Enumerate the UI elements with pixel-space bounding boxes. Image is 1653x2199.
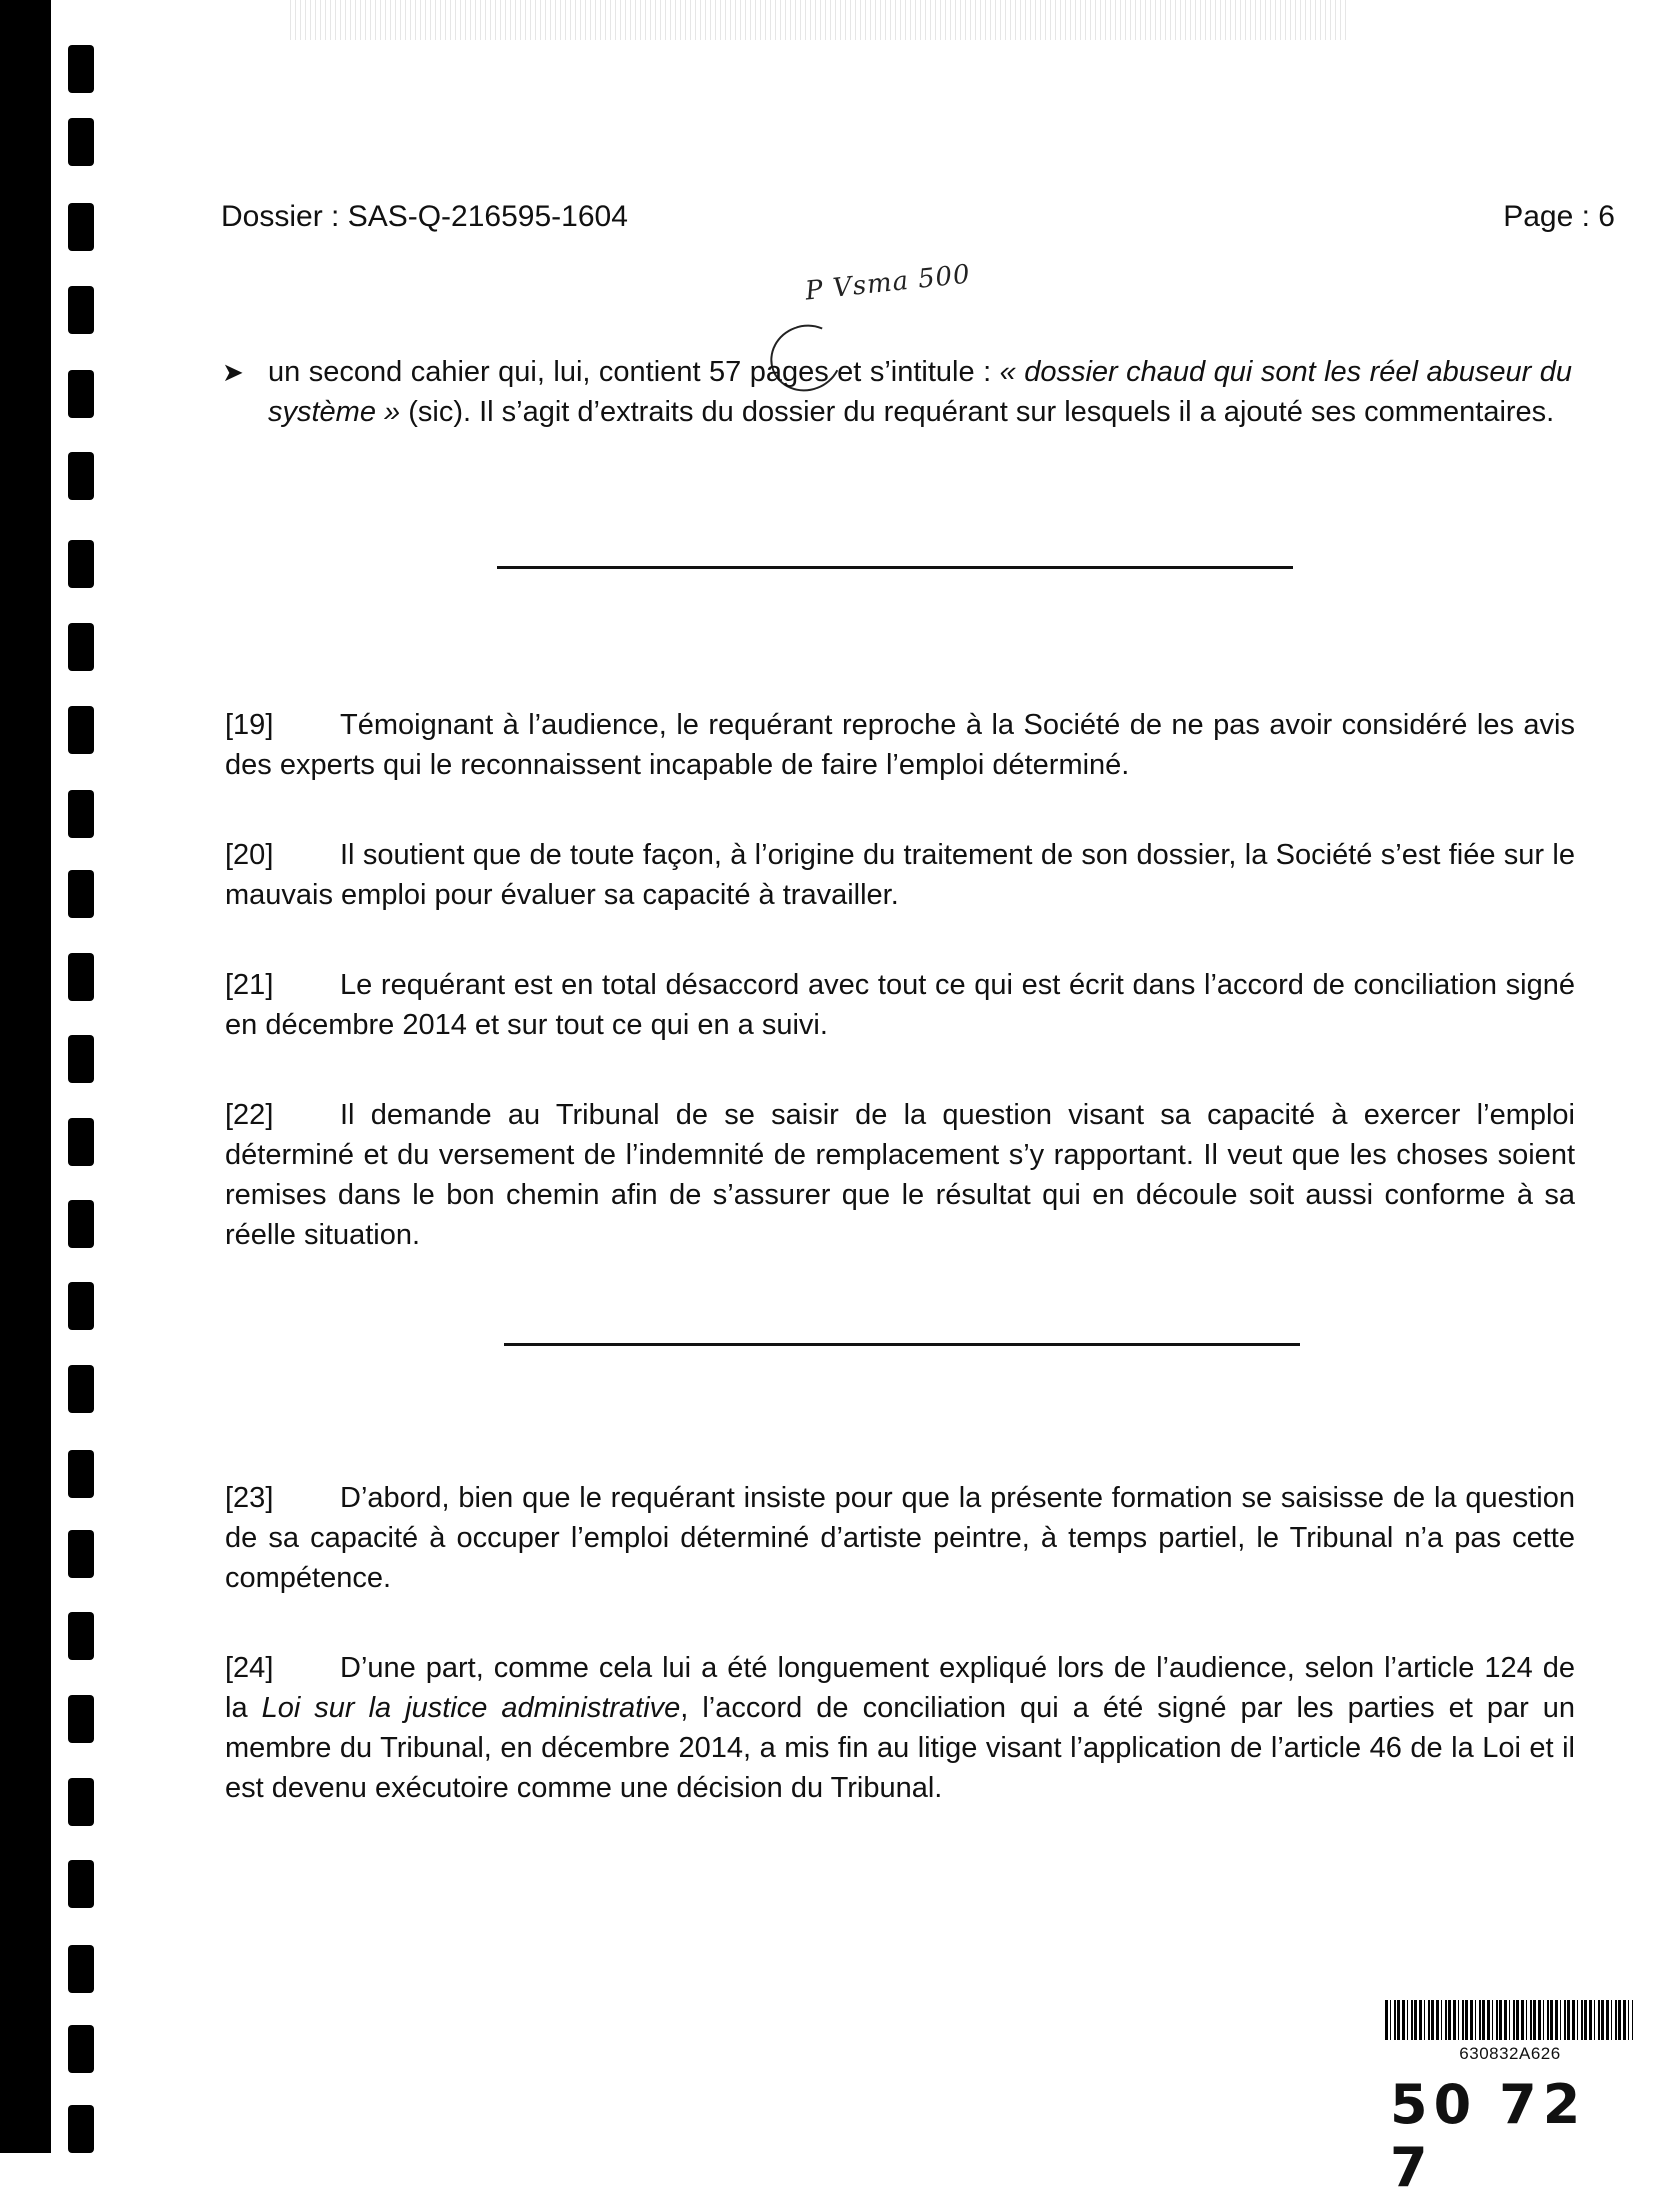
punch-hole — [68, 623, 94, 671]
paragraph-19 — [225, 705, 1575, 785]
stamp-part-3: 7 — [1390, 2136, 1434, 2199]
section-divider — [504, 1343, 1300, 1346]
barcode-icon — [1385, 2000, 1633, 2040]
punch-hole — [68, 790, 94, 838]
punch-hole — [68, 953, 94, 1001]
paragraph-text-start: D’une part, comme cela lui a été longuement expliqué lors de l’audience, selon l’article 124 de la — [225, 1652, 1575, 1724]
paragraph-23 — [225, 1478, 1575, 1598]
page-number: Page : 6 — [1503, 200, 1615, 233]
paragraph-21 — [225, 965, 1575, 1045]
stamp-part-1: 50 — [1390, 2073, 1478, 2136]
paragraph-text-end: , l’accord de conciliation qui a été signé par les parties et par un membre du Tribunal, en décembre 2014, a mis fin au litige visant l’application de l’article 46 de la Loi et il est devenu exécutoire comme une décision du Tribunal. — [225, 1692, 1575, 1804]
punch-hole — [68, 1200, 94, 1248]
punch-hole — [68, 1778, 94, 1826]
punch-hole — [68, 45, 94, 93]
punch-hole — [68, 1612, 94, 1660]
scan-black-edge — [0, 0, 51, 2153]
paragraph-number: [24] — [225, 1652, 274, 1684]
paragraph-text: D’abord, bien que le requérant insiste pour que la présente formation se saisisse de la question de sa capacité à occuper l’emploi déterminé d’artiste peintre, à temps partiel, le Tribunal n’a pas cette compétence. — [225, 1482, 1575, 1594]
bullet-item — [222, 352, 1572, 432]
paragraph-20 — [225, 835, 1575, 915]
punch-hole — [68, 286, 94, 334]
punch-hole — [68, 1860, 94, 1908]
punch-hole — [68, 203, 94, 251]
bullet-text-italic: « dossier chaud qui sont les réel abuseur du système » — [268, 356, 1572, 428]
punch-hole — [68, 2025, 94, 2073]
paragraph-24 — [225, 1648, 1575, 1808]
handwritten-annotation: P Vsma 500 — [803, 259, 973, 307]
punch-hole — [68, 1530, 94, 1578]
law-title-italic: Loi sur la justice administrative — [261, 1692, 681, 1724]
punch-hole — [68, 540, 94, 588]
stamp-number — [1390, 2073, 1653, 2199]
paragraph-number: [22] — [225, 1099, 274, 1131]
section-divider — [497, 566, 1293, 569]
punch-hole — [68, 118, 94, 166]
page-header — [221, 200, 1615, 234]
punch-hole — [68, 370, 94, 418]
paragraph-text: Il demande au Tribunal de se saisir de la question visant sa capacité à exercer l’emploi déterminé et du versement de l’indemnité de remplacement s’y rapportant. Il veut que les choses soient remises dans le bon chemin afin de s’assurer que le résultat qui en découle soit aussi conforme à sa réelle situation. — [225, 1099, 1575, 1251]
punch-hole — [68, 870, 94, 918]
paragraph-text: Le requérant est en total désaccord avec tout ce qui est écrit dans l’accord de conciliation signé en décembre 2014 et sur tout ce qui en a suivi. — [225, 969, 1575, 1041]
paragraph-number: [19] — [225, 709, 274, 741]
paragraph-number: [21] — [225, 969, 274, 1001]
punch-hole — [68, 2105, 94, 2153]
punch-hole — [68, 1035, 94, 1083]
punch-hole — [68, 1282, 94, 1330]
paragraph-text: Témoignant à l’audience, le requérant reproche à la Société de ne pas avoir considéré les avis des experts qui le reconnaissent incapable de faire l’emploi déterminé. — [225, 709, 1575, 781]
binder-punch-holes — [68, 0, 96, 2153]
paragraph-number: [20] — [225, 839, 274, 871]
scan-noise-strip — [290, 0, 1350, 40]
punch-hole — [68, 1695, 94, 1743]
paragraph-number: [23] — [225, 1482, 274, 1514]
arrow-bullet-icon: ➤ — [222, 357, 244, 387]
paragraph-22 — [225, 1095, 1575, 1255]
bullet-text-end: (sic). Il s’agit d’extraits du dossier du requérant sur lesquels il a ajouté ses commentaires. — [400, 396, 1555, 428]
dossier-number: Dossier : SAS-Q-216595-1604 — [221, 200, 628, 233]
barcode-block — [1385, 2000, 1635, 2064]
bullet-text-start: un second cahier qui, lui, contient 57 pages et s’intitule : — [268, 356, 1000, 388]
stamp-part-2: 72 — [1499, 2073, 1587, 2136]
bullet-text — [268, 352, 1572, 432]
punch-hole — [68, 452, 94, 500]
punch-hole — [68, 1450, 94, 1498]
punch-hole — [68, 1365, 94, 1413]
punch-hole — [68, 1945, 94, 1993]
barcode-label: 630832A626 — [1459, 2044, 1561, 2063]
paragraph-text: Il soutient que de toute façon, à l’origine du traitement de son dossier, la Société s’est fiée sur le mauvais emploi pour évaluer sa capacité à travailler. — [225, 839, 1575, 911]
punch-hole — [68, 706, 94, 754]
punch-hole — [68, 1118, 94, 1166]
